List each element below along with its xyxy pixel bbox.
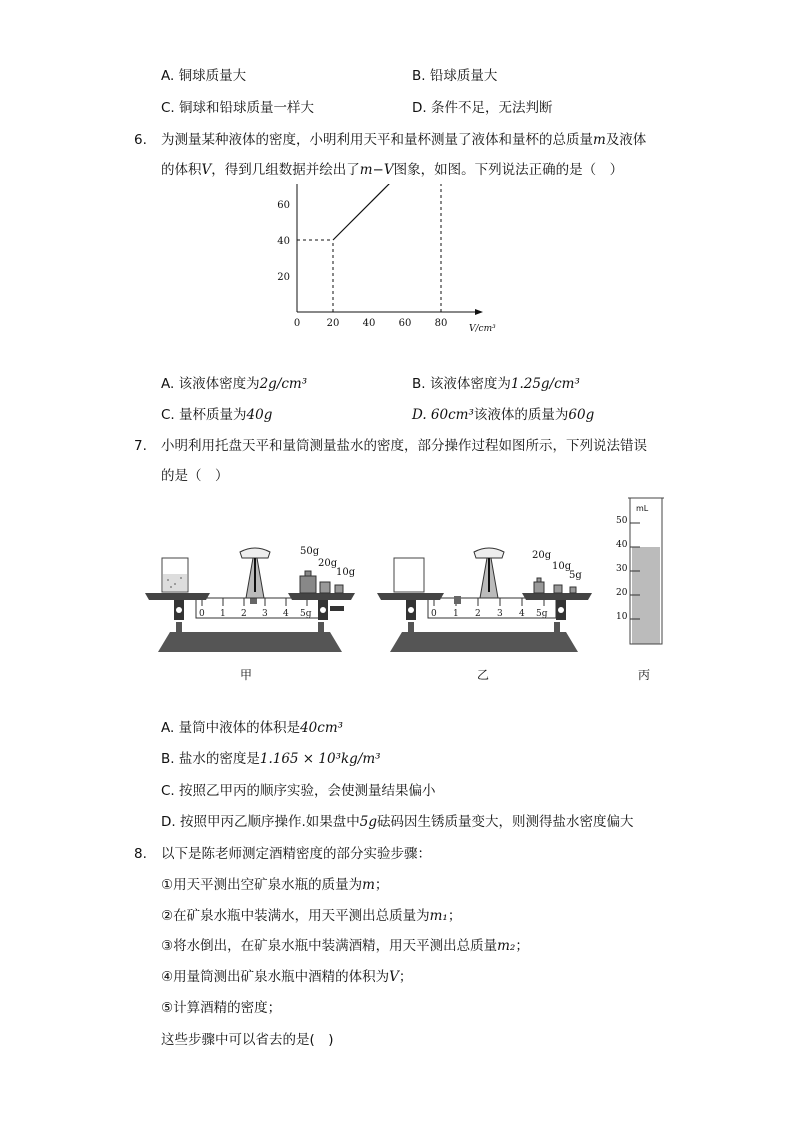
empty-beaker: [394, 558, 424, 592]
weight-5g: [570, 587, 576, 593]
x-axis-label: V/cm³: [469, 324, 496, 334]
q6-number: 6.: [134, 132, 147, 148]
scale-5g: 5g: [300, 609, 312, 619]
q5-option-d: D. 条件不足，无法判断: [412, 100, 553, 116]
scale-5g: 5g: [536, 609, 548, 619]
q8-step-4: ④用量筒测出矿泉水瓶中酒精的体积为V；: [161, 969, 413, 985]
x-tick-80: 80: [434, 318, 448, 329]
dial: [240, 548, 270, 558]
scale-20: 20: [616, 588, 628, 598]
q8-intro: 以下是陈老师测定酒精密度的部分实验步骤：: [161, 846, 431, 862]
scale-1: 1: [220, 609, 226, 619]
scale-50: 50: [616, 516, 628, 526]
y-tick-20: 20: [277, 272, 290, 283]
balance-base: [158, 632, 342, 652]
weight-10g: [335, 585, 343, 593]
q6-stem-line1: 为测量某种液体的密度，小明利用天平和量杯测量了液体和量杯的总质量m及液体: [161, 132, 647, 148]
right-pan: [522, 593, 592, 600]
unit-ml: mL: [636, 504, 649, 513]
graduated-cylinder-bing: [608, 494, 666, 650]
weight-label-10g: 10g: [552, 561, 572, 572]
q8-step-2: ②在矿泉水瓶中装满水，用天平测出总质量为m₁；: [161, 908, 462, 924]
right-pan: [288, 593, 355, 600]
m-v-graph: [262, 184, 532, 340]
q6-option-d: D. 60cm³该液体的质量为60g: [412, 407, 595, 423]
left-pan: [145, 593, 210, 600]
q7-stem-line2: 的是（ ）: [161, 468, 229, 484]
series-line-0: [333, 184, 441, 240]
left-pan: [377, 593, 444, 600]
q7-number: 7.: [134, 438, 147, 454]
y-tick-60: 60: [277, 200, 290, 211]
scale-0: 0: [431, 609, 437, 619]
weight-label-50g: 50g: [300, 546, 320, 557]
q8-step-5: ⑤计算酒精的密度；: [161, 1000, 282, 1016]
weight-label-5g: 5g: [569, 570, 582, 581]
scale-4: 4: [283, 609, 289, 619]
x-tick-60: 60: [398, 318, 412, 329]
scale-40: 40: [616, 540, 628, 550]
q7-option-d: D. 按照甲丙乙顺序操作.如果盘中5g砝码因生锈质量变大，则测得盐水密度偏大: [161, 814, 634, 830]
scale-3: 3: [262, 609, 268, 619]
q5-option-b: B. 铅球质量大: [412, 68, 498, 84]
balance-base: [390, 632, 578, 652]
scale-1: 1: [453, 609, 459, 619]
q6-stem-line2: 的体积V，得到几组数据并绘出了m−V图象，如图。下列说法正确的是（ ）: [161, 162, 624, 178]
q8-step-1: ①用天平测出空矿泉水瓶的质量为m；: [161, 877, 389, 893]
x-axis-arrow: [475, 309, 483, 315]
x-tick-40: 40: [362, 318, 376, 329]
y-tick-40: 40: [277, 236, 290, 247]
scale-0: 0: [199, 609, 205, 619]
q7-stem-line1: 小明利用托盘天平和量筒测量盐水的密度，部分操作过程如图所示，下列说法错误: [161, 438, 647, 454]
q7-option-b: B. 盐水的密度是1.165 × 10³kg/m³: [161, 751, 381, 767]
caption-bing: 丙: [638, 668, 651, 682]
scale-2: 2: [475, 609, 481, 619]
q7-option-c: C. 按照乙甲丙的顺序实验，会使测量结果偏小: [161, 783, 436, 799]
q7-option-a: A. 量筒中液体的体积是40cm³: [161, 720, 344, 736]
caption-jia: 甲: [240, 668, 253, 682]
weight-label-20g: 20g: [532, 550, 552, 561]
q6-option-a: A. 该液体密度为2g/cm³: [161, 376, 308, 392]
scale-30: 30: [616, 564, 628, 574]
balance-figure-yi: [372, 540, 597, 655]
scale-10: 10: [616, 612, 628, 622]
balance-figure-jia: [140, 540, 360, 655]
weight-label-10g: 10g: [336, 567, 356, 578]
q6-option-b: B. 该液体密度为1.25g/cm³: [412, 376, 580, 392]
scale-4: 4: [519, 609, 525, 619]
weight-10g: [554, 585, 562, 593]
rider: [454, 596, 461, 604]
x-tick-20: 20: [326, 318, 340, 329]
q5-option-c: C. 铜球和铅球质量一样大: [161, 100, 315, 116]
weight-20g: [320, 582, 330, 593]
q5-option-a: A. 铜球质量大: [161, 68, 247, 84]
scale-2: 2: [241, 609, 247, 619]
q8-number: 8.: [134, 846, 147, 862]
caption-yi: 乙: [477, 668, 490, 682]
scale-3: 3: [497, 609, 503, 619]
q8-step-3: ③将水倒出，在矿泉水瓶中装满酒精，用天平测出总质量m₂；: [161, 938, 529, 954]
q8-question: 这些步骤中可以省去的是( ): [161, 1032, 334, 1048]
x-tick-0: 0: [293, 318, 301, 329]
weight-20g: [534, 582, 544, 593]
weight-50g: [300, 576, 316, 593]
weight-label-20g: 20g: [318, 558, 338, 569]
q6-option-c: C. 量杯质量为40g: [161, 407, 273, 423]
dial: [474, 548, 504, 558]
